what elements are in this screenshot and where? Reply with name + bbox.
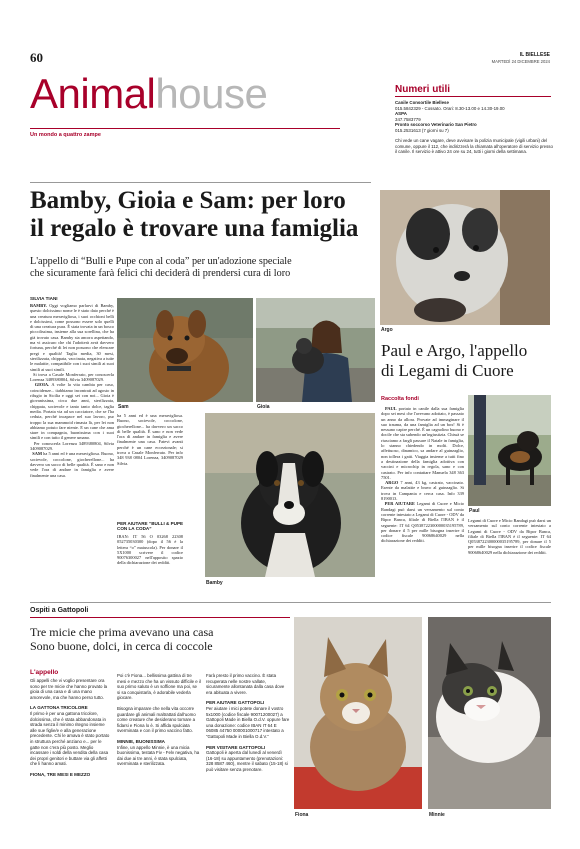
- caption-gioia: Gioia: [257, 404, 270, 410]
- body-text: Legami di Cuore e Micio Randagi può darsi un versamento sul conto corrente intestato a Legami di Cuore - ODV da Bipor Banca, filiale di Biella l'IBAN è il seguente: IT 64 Q0538722300000035195789, per donare il 5 per mille bisogna inserire il codice fiscale 90068640029 nella dichiarazione dei redditi.: [381, 501, 464, 544]
- useful-numbers-list: [395, 100, 553, 155]
- masthead-tagline: Un mondo a quattro zampe: [30, 132, 101, 138]
- name-lead: SAM: [32, 451, 43, 457]
- body-text: Poi c'è Fiona... bellissima gattina di tre mesi e mezzo che ha un vissuto difficile e il suo primo saluto è un soffione ma poi, se si sa conquistarla, è adorabile vederla giocare.: [117, 673, 201, 701]
- main-subhead: [30, 256, 375, 280]
- page-number: 60: [30, 50, 43, 65]
- cats-headline: [30, 625, 295, 653]
- fiona-photo: [294, 617, 422, 809]
- dog-photo-argo: [380, 190, 550, 325]
- paul-headline-line-1: Paul e Argo, l'appello: [381, 341, 528, 360]
- body-text: Infine, un appello Minnie, è una micia buonissima, testata Fiv - Felv negativa, ha dai due ai tre anni, è stata spulciata, sverminata e sterilizzata.: [117, 744, 200, 767]
- subheading: PER VISITARE GATTOPOLI: [206, 744, 266, 750]
- main-headline-line-1: Bamby, Gioia e Sam: per loro: [30, 187, 346, 214]
- sam-photo: [117, 298, 253, 402]
- name-lead: ARGO: [385, 480, 399, 486]
- subheading: MINNIE, BUONISSIMA: [117, 738, 165, 744]
- paper-name: IL BIELLESE: [519, 52, 550, 58]
- useful-number-detail: 015.2531613 (7 giorni su 7): [395, 127, 449, 133]
- body-text: Il primo è per una gattona tricolore, dolcissima, che è stata abbandonata in strada senza il minimo ritegno insieme alle sue figlie/e e alla generazione precedente. Chi le amava è stato portato in struttura perché anziano e... per le gatte non c'era più posto. Meglio incassare i soldi della vendita della casa dei propri genitori e buttare via gli affetti che li hanno amati.: [30, 710, 110, 767]
- cats-column-3: [206, 673, 290, 833]
- caption-argo: Argo: [381, 327, 393, 333]
- useful-number-detail: 015.5842329 - Cossato. Orari: 8.30-13.00 e 14.30-19.00: [395, 105, 505, 111]
- name-lead: GIOIA.: [34, 382, 50, 388]
- minnie-photo: [428, 617, 551, 809]
- paul-kicker: Raccolta fondi: [381, 396, 419, 402]
- caption-fiona: Fiona: [295, 812, 309, 818]
- issue-date: MARTEDÌ 24 DICEMBRE 2024: [491, 59, 550, 64]
- cat-photo-fiona: [294, 617, 422, 809]
- caption-bamby: Bamby: [206, 580, 223, 586]
- cats-headline-line-2: Sono buone, dolci, in cerca di coccole: [30, 639, 213, 653]
- main-subhead-line-2: che sicuramente farà felici chi deciderà di prendersi cura di loro: [30, 268, 291, 279]
- useful-number-detail: 347.7583779: [395, 116, 421, 122]
- caption-minnie: Minnie: [429, 812, 445, 818]
- caption-sam: Sam: [118, 404, 129, 410]
- subheading: FIONA, TRE MESI E MEZZO: [30, 771, 91, 777]
- cat-photo-minnie: [428, 617, 551, 809]
- useful-number-name: Canile Consortile Biellese: [395, 100, 449, 105]
- useful-numbers-note: Chi vede un cane vagare, deve avvisare la polizia municipale (vigili urbani) del comune, oppure il 112, che indirizzerà la chiamata all'operatore di servizio presso il canile. Il servizio è attivo 24 ore su 24, tutti i giorni della settimana.: [395, 138, 553, 154]
- dog-photo-sam: [117, 298, 253, 402]
- cats-column-1: [30, 678, 112, 828]
- dog-photo-gioia: [256, 298, 375, 402]
- paul-article-column-1: [381, 406, 464, 588]
- name-lead: BAMBY.: [30, 303, 48, 308]
- paul-argo-headline: [381, 341, 556, 380]
- argo-photo: [380, 190, 550, 325]
- body-text: ha 5 anni ed è una meravigliosa. Buono, socievole, coccolone, giocherellone... ha davvero un sacco di belle qualità. È sano e non vede l'ora di andare in famiglia e avere finalmente una casa.: [117, 413, 183, 445]
- main-article-column-1: [30, 303, 114, 590]
- name-lead: PAUL: [385, 406, 397, 411]
- body-text: portato in canile dalla sua famiglia dopo sei mesi che l'avevano adottato, è passato un anno da allora. Provate ad immaginare il suo trauma, da una famiglia ad un box! Si è nessuno capire perché. È un cagnolino buono e docile che sta subendo un'ingiustizia. Chissà se riusciamo a fargli passare il Natale in famiglia, lo stanno chiedendo in molti. Dolce, affettuoso, dinamico, sa andare al guinzaglio, non tollera i gatti. Viaggia insieme a tutti fino a destinazione della famiglia adottiva con vaccini e microchip in regola, sano e con castrato. Per info contattare Manuela 348 363 7501.: [381, 406, 464, 480]
- body-text: Fatevi avanti perché è un cane eccezionale; si trova a Casale Monferrato. Per info 348 938 0804 Lorenza, 3409087029 Silvia.: [117, 439, 183, 466]
- useful-number-name: Pronto soccorso Veterinario San Pietro: [395, 122, 477, 127]
- cats-headline-line-1: Tre micie che prima avevano una casa: [30, 625, 214, 639]
- dog-photo-bamby: [205, 413, 375, 577]
- paul-headline-line-2: di Legami di Cuore: [381, 360, 514, 380]
- body-text: 7 anni, 43 kg, castrato, vaccinato. Esente da malattie e bravo al guinzaglio. Si trova in Campania e cerca casa. Info 339 8190013.: [381, 480, 464, 502]
- body-text: Per aiutare i mici potete donare il vostro 5x1000 (codice fiscale 90071200027) a Gattopoli Made in Biella O.d.V. oppure fare una donazione: codice IBAN IT 64 E 06085 44750 000001000717 intestato a “Gattopoli Made in Biella O.d.V.”: [206, 705, 290, 739]
- main-subhead-line-1: L'appello di “Bulli e Pupe con al coda” per un'adozione speciale: [30, 256, 292, 267]
- name-lead: PER AIUTARE: [384, 501, 415, 507]
- byline: SILVIA TIANI: [30, 296, 58, 301]
- useful-numbers-title: Numeri utili: [395, 84, 451, 95]
- caption-paul: Paul: [469, 508, 480, 514]
- paul-article-column-2: Legami di Cuore e Micio Randagi può darsi un versamento sul conto corrente intestato a Legami di Cuore - ODV da Bipor Banca, filiale di Biella l'IBAN è il seguente: IT 64 Q0538722300000035195789, per donare il 5 per mille bisogna inserire il codice fiscale 90068640029 nella dichiarazione dei redditi.: [468, 518, 551, 555]
- body-text: Bisogna imparare che nella vita occorre guardare gli animali maltrattati dall'uomo come creature che desiderano tornare a fidarsi e Fiona lo è. Si affida spulciata sverminata e con il primo vaccino fatto.: [117, 705, 196, 734]
- body-text: Oggi vogliamo parlarvi di Bamby, questo dolcissimo nome le è stato dato perché è una creatura meravigliosa, i suoi occhioni belli e dolcissimi, come possono essere solo quelli di una creatura pura. È stata trovata in un bosco piccolissima, insieme alla sua sorellina, che ha già trovato casa. Bamby sta ancora aspettando, ma vi assicuro che chi l'adotterà avrà davvero fortuna, perché di lei non possono che elencare pregi e qualità! Taglia media, 30 mesi, sterilizzata, chippata, vaccinata, negativa a tutte le malattie, compatibile con i suoi simili ai suoi simili ai suoi simili.: [30, 303, 114, 372]
- cats-kicker: Ospiti a Gattopoli: [30, 607, 89, 614]
- paul-photo: [468, 395, 551, 506]
- main-headline: [30, 187, 375, 243]
- dog-photo-paul: [468, 395, 551, 506]
- body-text: Farà presto il primo vaccino. È stata recuperata nelle nostre vallate, sicuramente allontanata dalla casa dove era abituata a vivere.: [206, 673, 285, 695]
- body-text: Gli appelli che vi voglio presentare ora sono per tre micie che hanno provato la gioia di una casa e di una mano amorevole, ma che hanno perso tutto.: [30, 678, 108, 700]
- main-headline-line-2: il regalo è trovare una famiglia: [30, 215, 359, 242]
- gioia-photo: [256, 298, 375, 402]
- masthead-title-house: house: [155, 70, 268, 117]
- masthead-title-animal: Animal: [30, 70, 156, 117]
- cats-appeal-label: L'appello: [30, 669, 59, 676]
- bamby-photo: [205, 413, 375, 577]
- body-text: Gattopoli è aperta dal lunedì al venerdì (16-18) su appuntamento (prenotazioni: 328 8587 460), mentre il sabato (15-18) si può visitare senza prenotare.: [206, 750, 288, 772]
- body-text: A volte la vita cambia per caso, coincidenze... tiabbiamo incontrati ad agosto in rifugio in Sicilia e oggi sei con noi... Gioia è giovanissima, circa due anni, sterilizzata, chippata, socievole e tanto tanto dolce, taglia media. Portata via ad un cacciatore, che se l'ha ceduta, perché incapace nel suo lavoro, pur troppo la sua mammoid rimasta là, per lei non abbiamo potuto fare niente. E un cane che ama stare in compagnia, buonissima con i suoi simili e con tutto il genere umano.: [30, 382, 114, 441]
- cats-column-2: [117, 673, 201, 833]
- masthead-title: [30, 72, 267, 116]
- body-text: ha 5 anni ed è una meravigliosa. Buono, socievole, coccolone, giocherellone... ha davvero un sacco di belle qualità. È sano e non vede l'ora di andare in famiglia e avere finalmente una casa.: [30, 451, 114, 478]
- body-text: Si trova a Casale Monferrato, per conoscerla Lorenza 3489380804, Silvia 3409087029.: [30, 371, 114, 383]
- subheading: PER AIUTARE GATTOPOLI: [206, 700, 265, 706]
- main-article-column-2: [117, 413, 183, 518]
- appeal-text: IBAN: IT 56 O 03268 22308 052735030300 (dopo il 56 è la lettera “o” maiuscola). Per donare il 5X1000 scrivere il codice 90076300027 nell'apposito spazio della dichiarazione dei redditi.: [117, 534, 183, 566]
- body-text: Per conoscerla Lorenza 3489380804, Silvia 3409087029.: [30, 440, 114, 452]
- useful-number-name: ASPA: [395, 111, 407, 116]
- subheading: LA GATTONA TRICOLORE: [30, 705, 88, 711]
- appeal-title: PER AIUTARE “BULLI & PUPE CON LA CODA”: [117, 521, 184, 532]
